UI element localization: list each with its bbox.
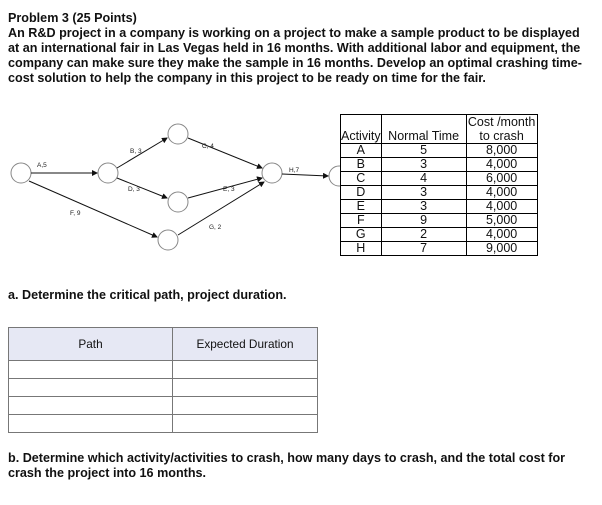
activity-cell: H [341, 242, 382, 256]
activity-row [341, 172, 538, 186]
cost-cell: 4,000 [466, 158, 537, 172]
header-path: Path [9, 328, 173, 361]
problem-text: An R&D project in a company is working on a project to make a sample product to be displayed at an international fair in Las Vegas held in 16 months. With additional labor and equipment, the company can make sure they make the sample in 16 months. Develop an optimal crashing time-cost solution to help the company in this project to be ready on time for the fair. [8, 26, 582, 85]
edge-label-g: G, 2 [209, 224, 222, 231]
cost-cell: 8,000 [466, 144, 537, 158]
normal-time-cell: 7 [381, 242, 466, 256]
cost-cell: 4,000 [466, 186, 537, 200]
edge-label-d: D, 3 [128, 186, 140, 193]
problem-heading: Problem 3 (25 Points) [8, 11, 137, 25]
duration-cell[interactable] [173, 397, 318, 415]
duration-cell[interactable] [173, 379, 318, 397]
edge-b [117, 138, 167, 168]
normal-time-cell: 2 [381, 228, 466, 242]
cost-cell: 4,000 [466, 200, 537, 214]
activity-cell: B [341, 158, 382, 172]
activity-cell: G [341, 228, 382, 242]
edge-label-h: H,7 [289, 167, 300, 174]
node-6 [158, 230, 178, 250]
node-3 [168, 124, 188, 144]
activity-row [341, 214, 538, 228]
duration-cell[interactable] [173, 415, 318, 433]
answer-table-header [9, 328, 318, 361]
edge-label-c: C, 4 [202, 143, 214, 150]
activity-row [341, 144, 538, 158]
activity-cell: C [341, 172, 382, 186]
edge-label-a: A,5 [37, 162, 47, 169]
path-cell[interactable] [9, 361, 173, 379]
answer-row[interactable] [9, 379, 318, 397]
normal-time-cell: 3 [381, 200, 466, 214]
activity-cell: D [341, 186, 382, 200]
node-1 [11, 163, 31, 183]
cost-cell: 9,000 [466, 242, 537, 256]
node-4 [168, 192, 188, 212]
answer-row[interactable] [9, 397, 318, 415]
activity-row [341, 186, 538, 200]
activity-cell: A [341, 144, 382, 158]
duration-cell[interactable] [173, 361, 318, 379]
header-cost: Cost /month to crash [467, 115, 536, 143]
cost-cell: 5,000 [466, 214, 537, 228]
question-a: a. Determine the critical path, project duration. [8, 288, 287, 302]
cost-cell: 4,000 [466, 228, 537, 242]
node-7 [329, 166, 340, 186]
node-2 [98, 163, 118, 183]
edge-label-b: B, 3 [130, 148, 142, 155]
activity-table-header [341, 115, 538, 144]
edge-d [117, 178, 167, 198]
answer-row[interactable] [9, 415, 318, 433]
activity-row [341, 228, 538, 242]
node-5 [262, 163, 282, 183]
activity-cell: F [341, 214, 382, 228]
normal-time-cell: 9 [381, 214, 466, 228]
project-network-diagram [0, 118, 340, 258]
activity-row [341, 158, 538, 172]
normal-time-cell: 3 [381, 186, 466, 200]
normal-time-cell: 3 [381, 158, 466, 172]
normal-time-cell: 5 [381, 144, 466, 158]
edge-h [282, 174, 328, 176]
cost-cell: 6,000 [466, 172, 537, 186]
answer-row[interactable] [9, 361, 318, 379]
edge-c [188, 138, 262, 168]
problem-statement [8, 11, 588, 86]
normal-time-cell: 4 [381, 172, 466, 186]
path-cell[interactable] [9, 379, 173, 397]
activity-row [341, 242, 538, 256]
edge-label-f: F, 9 [70, 210, 81, 217]
activity-cell: E [341, 200, 382, 214]
edge-label-e: E, 3 [223, 186, 235, 193]
path-cell[interactable] [9, 415, 173, 433]
header-expected-duration: Expected Duration [173, 328, 318, 361]
header-normal-time: Normal Time [381, 115, 466, 144]
activity-row [341, 200, 538, 214]
header-activity: Activity [341, 115, 382, 144]
answer-table[interactable] [8, 327, 318, 433]
activity-table [340, 114, 538, 256]
path-cell[interactable] [9, 397, 173, 415]
question-b: b. Determine which activity/activities to crash, how many days to crash, and the total cost for crash the project into 16 months. [8, 451, 566, 480]
